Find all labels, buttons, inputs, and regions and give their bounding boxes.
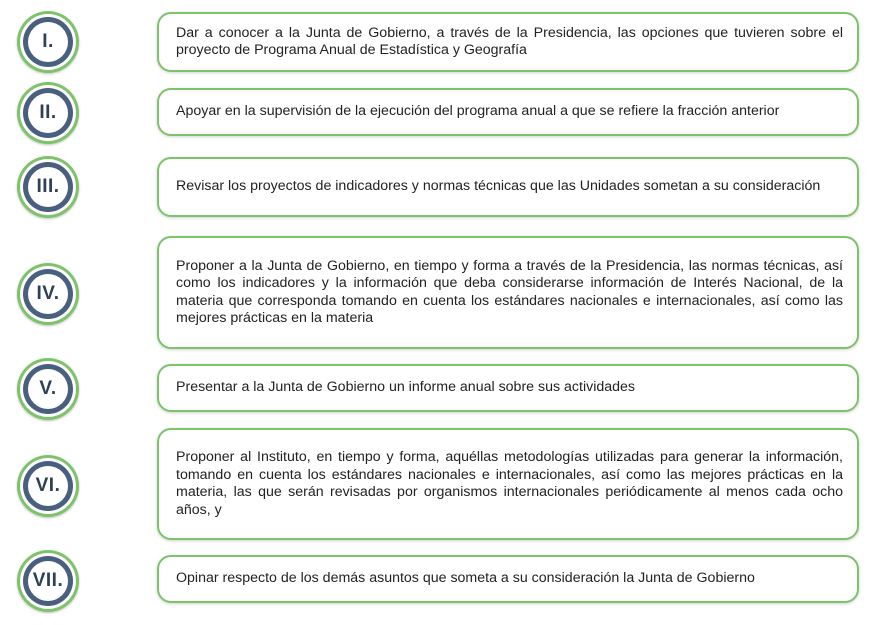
item-text-i: Dar a conocer a la Junta de Gobierno, a través de la Presidencia, las opciones que tuvieren sobre el proyecto de Programa Anual de Estadística y Geografía	[176, 24, 843, 58]
item-card-ii	[157, 88, 859, 136]
numeral-label-v: V.	[28, 369, 68, 409]
numeral-badge-vii	[17, 550, 79, 612]
item-text-vi: Proponer al Instituto, en tiempo y forma, aquéllas metodologías utilizadas para generar la información, tomando en cuenta los estándares nacionales e internacionales, así como las mejores prácticas en la materia, las que serán revisadas por organismos internacionales periódicamente al menos cada ocho años, y	[176, 449, 843, 518]
item-text-v: Presentar a la Junta de Gobierno un informe anual sobre sus actividades	[176, 379, 636, 396]
item-card-vi	[157, 428, 859, 540]
item-card-iii	[157, 157, 859, 217]
numeral-label-vii: VII.	[28, 561, 68, 601]
numeral-badge-v	[17, 358, 79, 420]
numeral-badge-ii	[17, 82, 79, 144]
numeral-label-iii: III.	[28, 167, 68, 207]
item-text-ii: Apoyar en la supervisión de la ejecución del programa anual a que se refiere la fracción anterior	[176, 103, 780, 120]
item-card-i	[157, 12, 859, 72]
numeral-badge-vi	[17, 455, 79, 517]
numeral-label-iv: IV.	[28, 274, 68, 314]
numeral-label-ii: II.	[28, 93, 68, 133]
item-card-vii	[157, 555, 859, 603]
item-card-v	[157, 364, 859, 412]
item-text-iii: Revisar los proyectos de indicadores y normas técnicas que las Unidades sometan a su consideración	[176, 178, 821, 195]
numeral-badge-i	[17, 11, 79, 73]
item-text-vii: Opinar respecto de los demás asuntos que someta a su consideración la Junta de Gobierno	[176, 570, 755, 587]
item-card-iv	[157, 236, 859, 349]
numeral-label-vi: VI.	[28, 466, 68, 506]
item-text-iv: Proponer a la Junta de Gobierno, en tiempo y forma a través de la Presidencia, las normas técnicas, así como los indicadores y la información que deba considerarse información de Interés Nacional, de la materia que corresponda tomando en cuenta los estándares nacionales e internacionales, así como las mejores prácticas en la materia	[176, 257, 843, 326]
numeral-label-i: I.	[28, 22, 68, 62]
numeral-badge-iv	[17, 263, 79, 325]
numeral-badge-iii	[17, 156, 79, 218]
